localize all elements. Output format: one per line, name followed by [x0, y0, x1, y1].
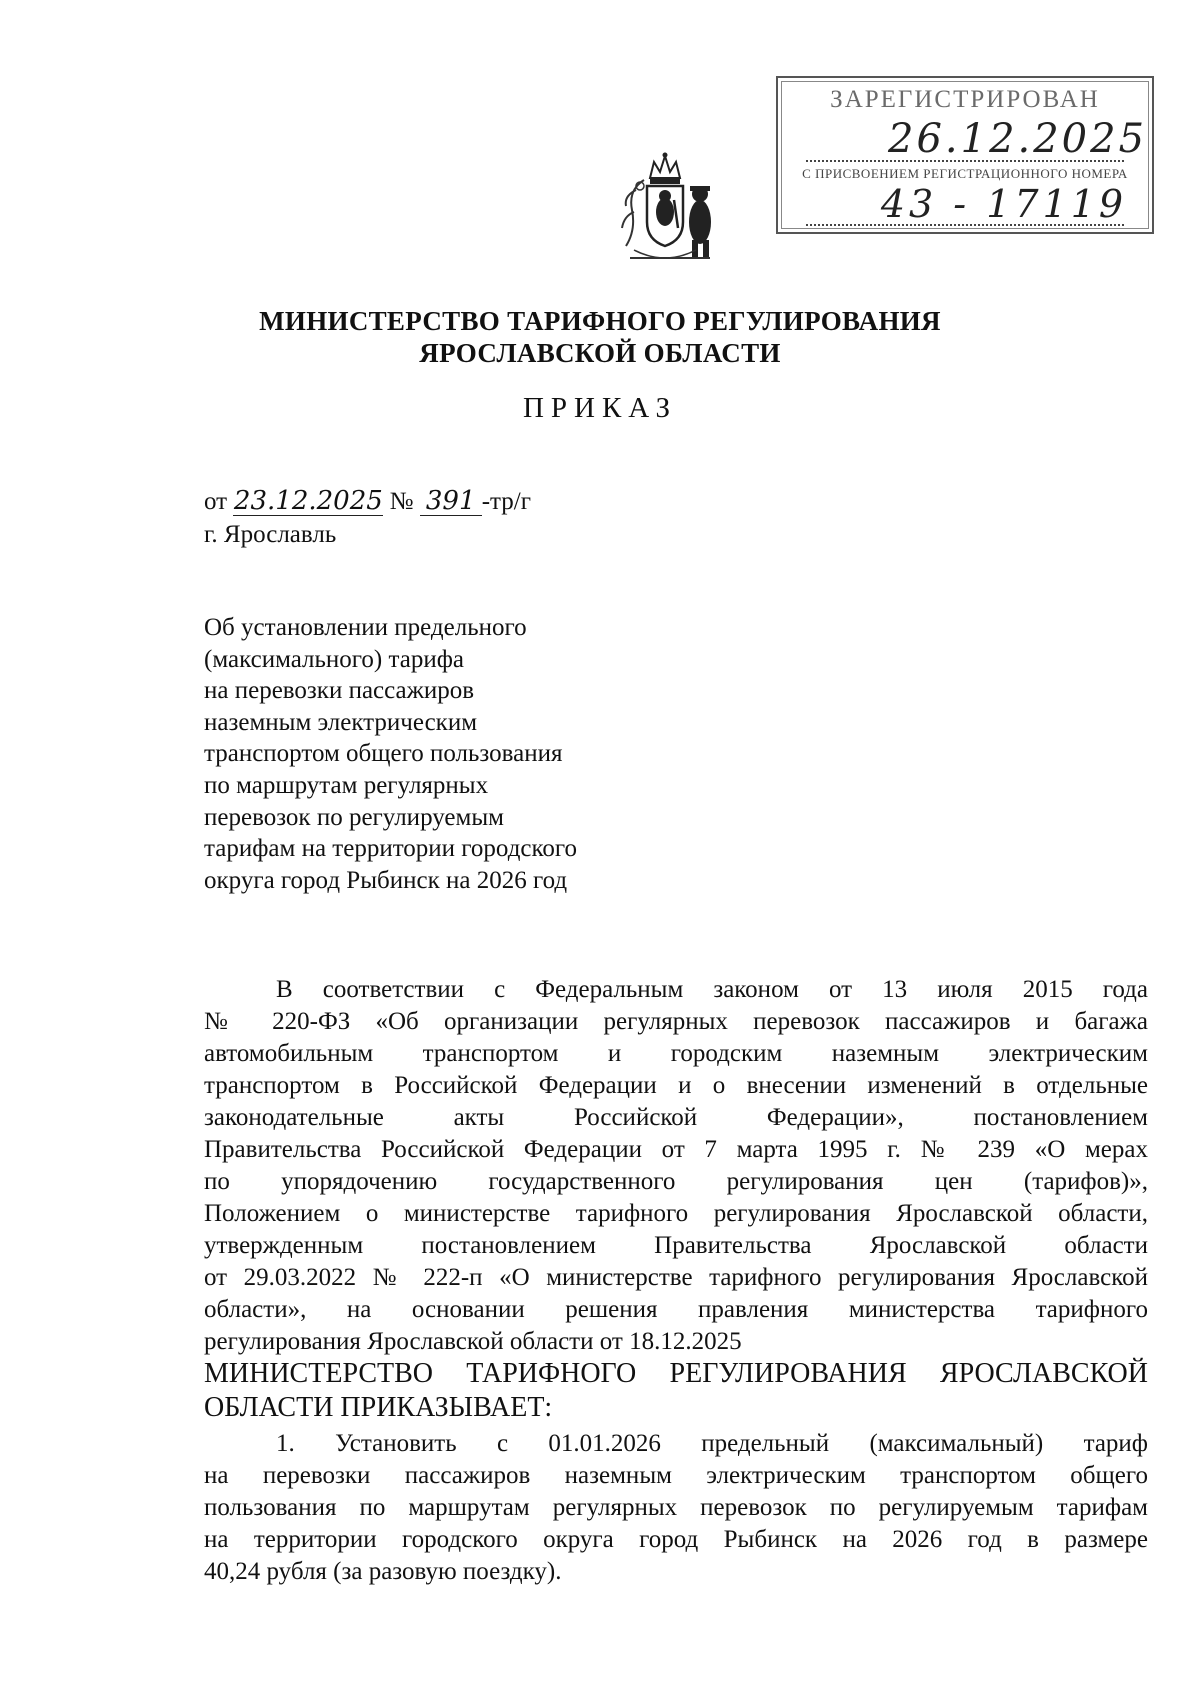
order-date-number-line: [204, 487, 531, 516]
order-city: г. Ярославль: [204, 521, 337, 548]
body-line: № 220-ФЗ «Об организации регулярных перевозок пассажиров и багажа: [204, 1008, 1148, 1035]
body-line: транспортом в Российской Федерации и о внесении изменений в отдельные: [204, 1072, 1148, 1099]
order-date: 23.12.2025: [233, 486, 383, 516]
body-line: от 29.03.2022 № 222-п «О министерстве тарифного регулирования Ярославской: [204, 1264, 1148, 1291]
body-line: области», на основании решения правления министерства тарифного: [204, 1296, 1148, 1323]
body-line: утвержденным постановлением Правительства Ярославской области: [204, 1232, 1148, 1259]
item1-line: 40,24 рубля (за разовую поездку).: [204, 1558, 562, 1585]
subject-line: Об установлении предельного: [204, 614, 527, 641]
item1-line: на перевозки пассажиров наземным электрическим транспортом общего: [204, 1462, 1148, 1489]
body-line: законодательные акты Российской Федерации», постановлением: [204, 1104, 1148, 1131]
body-line: Правительства Российской Федерации от 7 марта 1995 г. № 239 «О мерах: [204, 1136, 1148, 1163]
subject-line: наземным электрическим: [204, 708, 478, 736]
document-type-title: ПРИКАЗ: [522, 392, 678, 424]
item1-line: 1. Установить с 01.01.2026 предельный (максимальный) тариф: [276, 1430, 1148, 1457]
item1-line: на территории городского округа город Рыбинск на 2026 год в размере: [204, 1526, 1148, 1553]
body-line: В соответствии с Федеральным законом от 13 июля 2015 года: [276, 976, 1148, 1003]
stamp-title: ЗАРЕГИСТРИРОВАН: [830, 86, 1100, 113]
body-line: автомобильным транспортом и городским наземным электрическим: [204, 1040, 1148, 1067]
stamp-date: 26.12.2025: [888, 116, 1148, 162]
order-subject: [204, 612, 577, 896]
resolution-line: ОБЛАСТИ ПРИКАЗЫВАЕТ:: [204, 1392, 553, 1423]
body-line: Положением о министерстве тарифного регулирования Ярославской области,: [204, 1200, 1148, 1227]
subject-line: тарифам на территории городского: [204, 835, 578, 863]
subject-line: по маршрутам регулярных: [204, 771, 489, 799]
order-number-suffix: -тр/г: [481, 488, 531, 515]
yaroslavl-coat-of-arms-icon: [600, 150, 730, 270]
subject-line: перевозок по регулируемым: [204, 803, 504, 831]
subject-line: (максимального) тарифа: [204, 645, 464, 673]
item1-line: пользования по маршрутам регулярных перевозок по регулируемым тарифам: [204, 1494, 1148, 1521]
subject-line: округа город Рыбинск на 2026 год: [204, 866, 568, 894]
stamp-divider: [806, 160, 1124, 162]
stamp-registration-number: 43 - 17119: [880, 182, 1128, 226]
subject-line: транспортом общего пользования: [204, 740, 563, 768]
ministry-name-line-2: ЯРОСЛАВСКОЙ ОБЛАСТИ: [419, 338, 781, 368]
ministry-name-line-1: МИНИСТЕРСТВО ТАРИФНОГО РЕГУЛИРОВАНИЯ: [259, 306, 941, 336]
stamp-subtitle: С ПРИСВОЕНИЕМ РЕГИСТРАЦИОННОГО НОМЕРА: [802, 166, 1128, 181]
subject-line: на перевозки пассажиров: [204, 677, 475, 705]
order-from-label: от: [204, 488, 228, 515]
body-line: по упорядочению государственного регулирования цен (тарифов)»,: [204, 1168, 1148, 1195]
resolution-line: МИНИСТЕРСТВО ТАРИФНОГО РЕГУЛИРОВАНИЯ ЯРОСЛАВСКОЙ: [204, 1358, 1148, 1389]
order-number-label: №: [389, 488, 414, 515]
registration-stamp: [776, 76, 1154, 234]
body-line: регулирования Ярославской области от 18.12.2025: [204, 1328, 742, 1355]
stamp-divider: [806, 224, 1124, 226]
order-number: 391: [420, 487, 482, 516]
